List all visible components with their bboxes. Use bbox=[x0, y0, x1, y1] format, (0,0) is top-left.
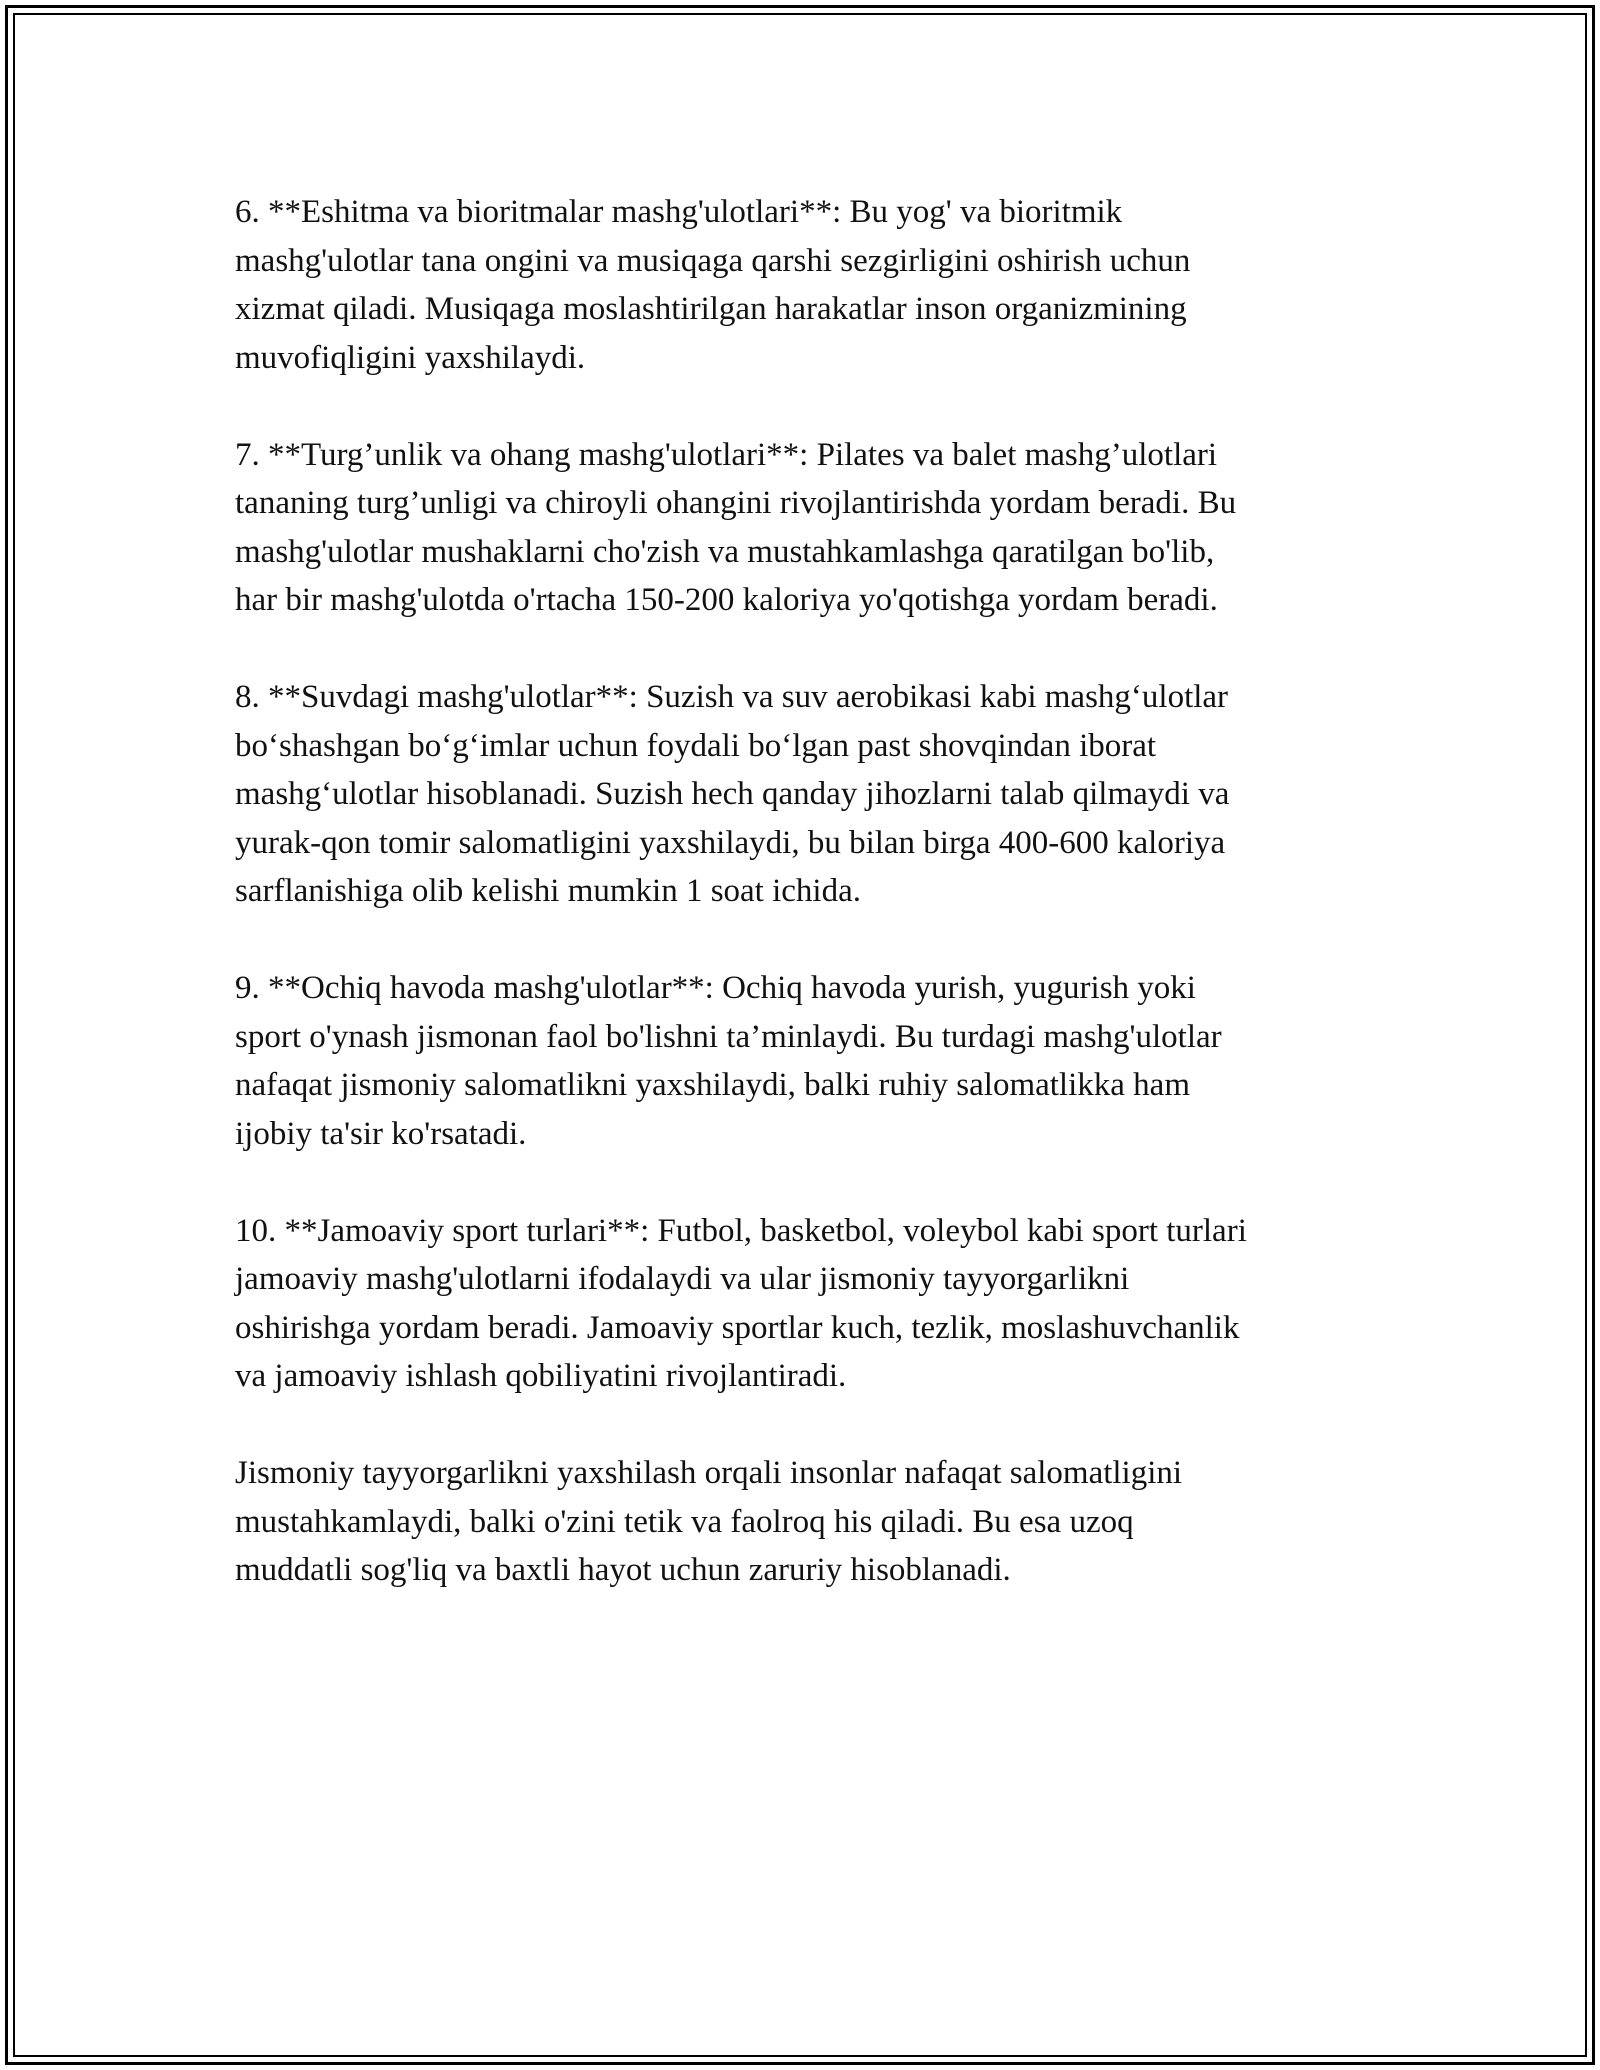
paragraph-item-8: 8. **Suvdagi mashg'ulotlar**: Suzish va suv aerobikasi kabi mashg‘ulotlar bo‘shashgan bo‘g‘imlar uchun foydali bo‘lgan past shovqindan iborat mashg‘ulotlar hisoblanadi. Suzish hech qanday jihozlarni talab qilmaydi va yurak-qon tomir salomatligini yaxshilaydi, bu bilan birga 400-600 kaloriya sarflanishiga olib kelishi mumkin 1 soat ichida. bbox=[235, 679, 1230, 909]
paragraph-conclusion: Jismoniy tayyorgarlikni yaxshilash orqali insonlar nafaqat salomatligini mustahkamlaydi, balki o'zini tetik va faolroq his qiladi. Bu esa uzoq muddatli sog'liq va baxtli hayot uchun zaruriy hisoblanadi. bbox=[235, 1455, 1183, 1588]
paragraph-item-9: 9. **Ochiq havoda mashg'ulotlar**: Ochiq havoda yurish, yugurish yoki sport o'ynash jismonan faol bo'lishni ta’minlaydi. Bu turdagi mashg'ulotlar nafaqat jismoniy salomatlikni yaxshilaydi, balki ruhiy salomatlikka ham ijobiy ta'sir ko'rsatadi. bbox=[235, 970, 1222, 1152]
paragraph-item-7: 7. **Turg’unlik va ohang mashg'ulotlari**: Pilates va balet mashg’ulotlari tananing turg’unligi va chiroyli ohangini rivojlantirishda yordam beradi. Bu mashg'ulotlar mushaklarni cho'zish va mustahkamlashga qaratilgan bo'lib, har bir mashg'ulotda o'rtacha 150-200 kaloriya yo'qotishga yordam beradi. bbox=[235, 436, 1237, 618]
paragraph-item-6: 6. **Eshitma va bioritmalar mashg'ulotlari**: Bu yog' va bioritmik mashg'ulotlar tana ongini va musiqaga qarshi sezgirligini oshirish uchun xizmat qiladi. Musiqaga moslashtirilgan harakatlar inson organizmining muvofiqligini yaxshilaydi. bbox=[235, 194, 1191, 376]
document-body bbox=[235, 188, 1375, 1643]
paragraph-item-10: 10. **Jamoaviy sport turlari**: Futbol, basketbol, voleybol kabi sport turlari jamoaviy mashg'ulotlarni ifodalaydi va ular jismoniy tayyorgarlikni oshirishga yordam beradi. Jamoaviy sportlar kuch, tezlik, moslashuvchanlik va jamoaviy ishlash qobiliyatini rivojlantiradi. bbox=[235, 1212, 1247, 1394]
